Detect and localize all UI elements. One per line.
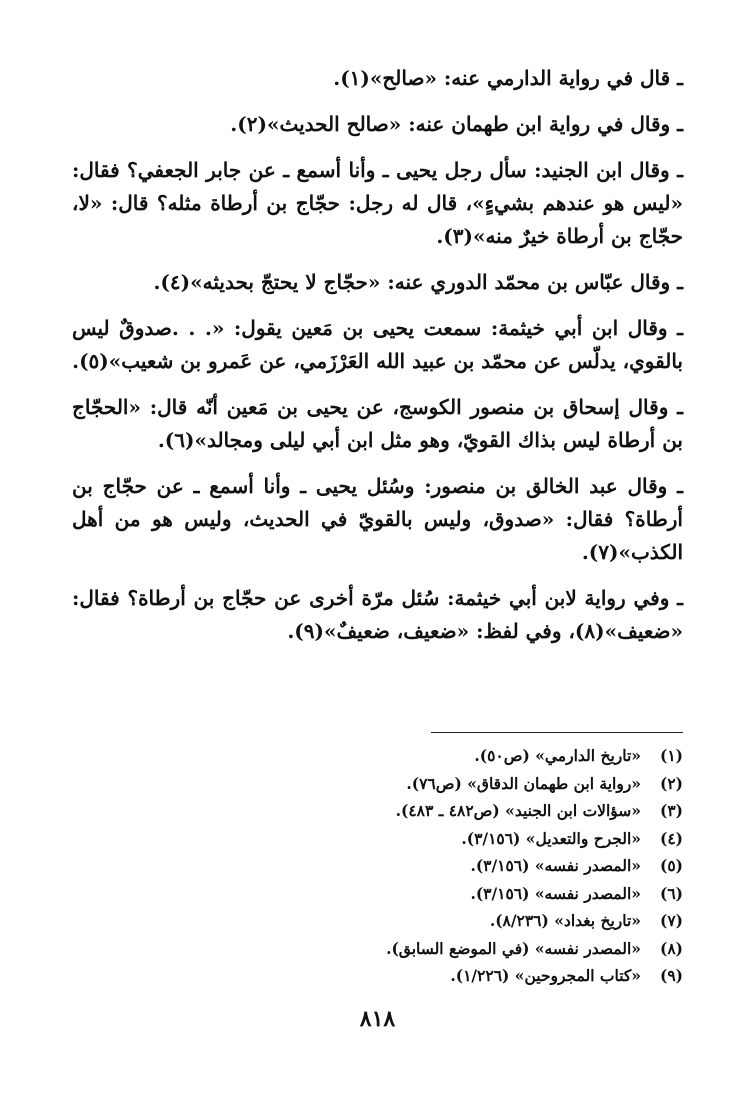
footnote-text: «تاريخ بغداد» (٨/٢٣٦). [489,911,641,930]
footnote [72,880,683,908]
footnote-number: (٤) [659,828,683,848]
footnote-text: «المصدر نفسه» (٣/١٥٦). [470,883,641,903]
footnote [72,852,683,880]
paragraph-ibn-al-junayd: ـ وقال ابن الجنيد: سأل رجل يحيى ـ وأنا أسمع ـ عن جابر الجعفي؟ فقال: «ليس هو عندهم بشيءٍ»، قال له رجل: حجّاج بن أرطاة مثله؟ قال: «لا، حجّاج بن أرطاة خيرٌ منه»(٣). [72,158,683,248]
footnote-number: (٧) [659,911,683,930]
footnote-text: «سؤالات ابن الجنيد» (ص٤٨٢ ـ ٤٨٣). [395,801,641,820]
footnote-text: «المصدر نفسه» (في الموضع السابق). [386,938,641,958]
footnote [72,935,683,963]
paragraph-darimi: ـ قال في رواية الدارمي عنه: «صالح»(١). [333,66,683,90]
footnote-text: «تاريخ الدارمي» (ص٥٠). [474,746,641,765]
footnote-text: «رواية ابن طهمان الدقاق» (ص٧٦). [406,773,641,793]
footnote-number: (١) [659,746,683,765]
paragraph-ibn-abi-khaythama: ـ وقال ابن أبي خيثمة: سمعت يحيى بن مَعين يقول: «. . .صدوقٌ ليس بالقوي، يدلّس عن محمّد بن عبيد الله العَرْزَمي، عن عَمرو بن شعيب»(٥). [72,316,683,373]
footnote-number: (٥) [659,856,683,875]
page-number: ٨١٨ [359,1006,396,1032]
paragraph-abbas-ad-duri: ـ وقال عبّاس بن محمّد الدوري عنه: «حجّاج لا يحتجّ بحديثه»(٤). [153,270,683,294]
footnote-text: «المصدر نفسه» (٣/١٥٦). [470,856,641,875]
book-page [72,62,683,1056]
main-text [72,62,683,648]
paragraph-ibn-abi-khaythama-second: ـ وفي رواية لابن أبي خيثمة: سُئل مرّة أخرى عن حجّاج بن أرطاة؟ فقال: «ضعيف»(٨)، وفي لفظ: «ضعيف، ضعيفٌ»(٩). [72,586,683,643]
footnote [72,825,683,853]
footnote-number: (٩) [659,966,683,985]
footnote [72,907,683,935]
footnote [72,742,683,770]
footnote-text: «الجرح والتعديل» (٣/١٥٦). [461,828,641,848]
footnotes-list [72,742,683,990]
paragraph-ibn-tahman: ـ وقال في رواية ابن طهمان عنه: «صالح الحديث»(٢). [230,112,683,136]
footnote-number: (٣) [659,801,683,820]
footnote-text: «كتاب المجروحين» (١/٢٢٦). [450,966,641,985]
footnote-number: (٦) [659,883,683,903]
paragraph-abd-al-khaliq: ـ وقال عبد الخالق بن منصور: وسُئل يحيى ـ وأنا أسمع ـ عن حجّاج بن أرطاة؟ فقال: «صدوق، وليس بالقويّ في الحديث، وليس هو من أهل الكذب»(٧). [72,474,683,564]
footnote-number: (٢) [659,773,683,793]
footnote-number: (٨) [659,938,683,958]
paragraph-ishaq-al-kawsaj: ـ وقال إسحاق بن منصور الكوسج، عن يحيى بن مَعين أنّه قال: «الحجّاج بن أرطاة ليس بذاك القويّ، وهو مثل ابن أبي ليلى ومجالد»(٦). [72,395,683,452]
footnote [72,797,683,825]
footnote-separator [431,732,683,733]
footnote [72,770,683,798]
footnote [72,962,683,990]
